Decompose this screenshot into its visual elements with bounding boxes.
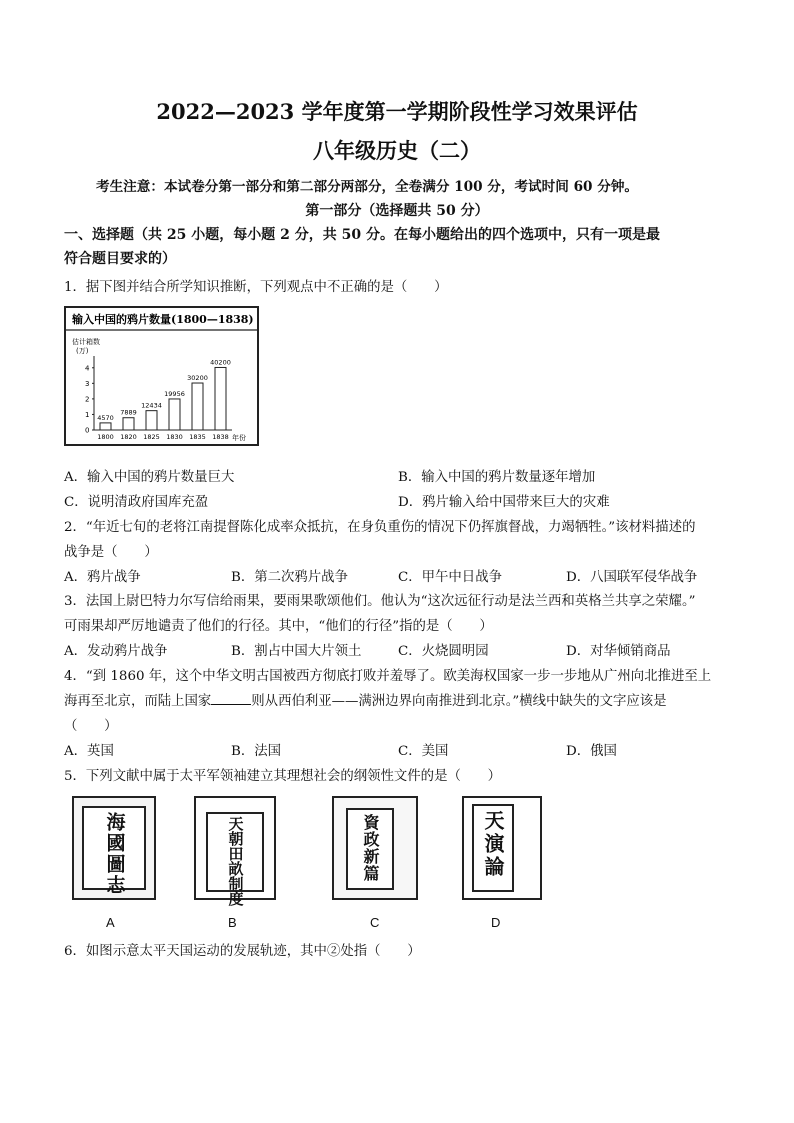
q3-option-b[interactable]: B．割占中国大片领土 xyxy=(231,644,362,659)
chart-ytick-label-2: 2 xyxy=(85,395,90,404)
chart-bar-1825 xyxy=(146,411,157,430)
chart-bar-1835 xyxy=(192,383,203,430)
book-b-title-text: 天朝田畝制度 xyxy=(226,816,245,906)
book-label-a: A xyxy=(106,915,115,930)
chart-value-label-1835: 30200 xyxy=(187,374,208,383)
chart-svg xyxy=(66,308,257,444)
chart-category-label-1820: 1820 xyxy=(120,433,137,441)
book-cover-d[interactable] xyxy=(462,796,542,900)
book-c-title-text: 資政新篇 xyxy=(361,814,380,882)
chart-bar-1820 xyxy=(123,418,134,430)
chart-ytick-label-0: 0 xyxy=(85,426,90,435)
book-c-title xyxy=(344,814,396,885)
chart-xunit: 年份 xyxy=(232,434,246,442)
q4-fill-blank xyxy=(211,692,251,705)
book-d-title-text: 天演論 xyxy=(481,810,505,879)
q4-option-a[interactable]: A．英国 xyxy=(64,744,114,759)
section-heading-line2: 符合题目要求的） xyxy=(64,251,176,267)
chart-ytick-label-4: 4 xyxy=(85,364,90,373)
exam-subtitle: 八年级历史（二） xyxy=(313,138,481,163)
part-heading: 第一部分（选择题共 50 分） xyxy=(305,203,489,219)
chart-category-label-1825: 1825 xyxy=(143,433,160,441)
q1-stem: 1．据下图并结合所学知识推断，下列观点中不正确的是（ ） xyxy=(64,280,448,295)
book-cover-b[interactable] xyxy=(194,796,276,906)
chart-ytick-label-3: 3 xyxy=(85,379,90,388)
chart-value-label-1825: 12434 xyxy=(141,401,162,410)
chart-category-label-1835: 1835 xyxy=(189,433,206,441)
q1-option-a[interactable]: A．输入中国的鸦片数量巨大 xyxy=(64,470,235,485)
book-d-title xyxy=(470,810,516,882)
chart-yunit: (万) xyxy=(76,347,89,355)
q2-option-b[interactable]: B．第二次鸦片战争 xyxy=(231,570,348,585)
q1-option-b[interactable]: B．输入中国的鸦片数量逐年增加 xyxy=(398,470,596,485)
book-a-title xyxy=(74,812,154,900)
book-label-d: D xyxy=(491,915,501,930)
chart-bar-1800 xyxy=(100,423,111,430)
q2-stem-line2: 战争是（ ） xyxy=(64,545,158,560)
chart-category-label-1838: 1838 xyxy=(212,433,229,441)
chart-value-label-1800: 4570 xyxy=(97,413,114,422)
chart-ylabel: 估计箱数 xyxy=(72,338,100,346)
q4-stem-line2 xyxy=(64,690,667,709)
book-cover-a[interactable] xyxy=(72,796,156,900)
chart-value-label-1820: 7889 xyxy=(120,408,137,417)
book-label-b: B xyxy=(228,915,237,930)
opium-import-chart xyxy=(64,306,259,446)
q4-stem-line3: （ ） xyxy=(64,719,118,734)
q1-option-c[interactable]: C．说明清政府国库充盈 xyxy=(64,495,209,510)
q2-option-a[interactable]: A．鸦片战争 xyxy=(64,570,141,585)
q6-stem: 6．如图示意太平天国运动的发展轨迹，其中②处指（ ） xyxy=(64,944,421,959)
q3-option-a[interactable]: A．发动鸦片战争 xyxy=(64,644,168,659)
q3-option-d[interactable]: D．对华倾销商品 xyxy=(566,644,671,659)
q4-stem-line2-a: 海再至北京，而陆上国家 xyxy=(64,694,212,709)
exam-notice: 考生注意：本试卷分第一部分和第二部分两部分，全卷满分 100 分，考试时间 60 分钟。 xyxy=(96,179,639,195)
chart-value-label-1830: 19956 xyxy=(164,389,185,398)
q1-option-d[interactable]: D．鸦片输入给中国带来巨大的灾难 xyxy=(398,495,610,510)
chart-title: 输入中国的鸦片数量(1800—1838) xyxy=(72,313,254,326)
chart-category-label-1830: 1830 xyxy=(166,433,183,441)
q4-option-c[interactable]: C．美国 xyxy=(398,744,449,759)
section-heading-line1: 一、选择题（共 25 小题，每小题 2 分，共 50 分。在每小题给出的四个选项中，只有一项是最 xyxy=(64,227,660,243)
chart-category-label-1800: 1800 xyxy=(97,433,114,441)
q4-option-d[interactable]: D．俄国 xyxy=(566,744,617,759)
exam-title: 2022—2023 学年度第一学期阶段性学习效果评估 xyxy=(156,99,638,124)
q3-stem-line2: 可雨果却严厉地谴责了他们的行径。其中，“他们的行径”指的是（ ） xyxy=(64,619,493,634)
q3-stem-line1: 3．法国上尉巴特力尔写信给雨果，要雨果歌颂他们。他认为“这次远征行动是法兰西和英格兰共享之荣耀。” xyxy=(64,594,696,609)
q2-option-c[interactable]: C．甲午中日战争 xyxy=(398,570,502,585)
book-label-c: C xyxy=(370,915,380,930)
q2-stem-line1: 2．“年近七旬的老将江南提督陈化成率众抵抗，在身负重伤的情况下仍挥旗督战，力竭牺牲。”该材料描述的 xyxy=(64,520,696,535)
book-b-title xyxy=(196,816,274,909)
q4-option-b[interactable]: B．法国 xyxy=(231,744,282,759)
q4-stem-line1: 4．“到 1860 年，这个中华文明古国被西方彻底打败并羞辱了。欧美海权国家一步一步地从广州向北推进至上 xyxy=(64,669,712,684)
book-cover-c[interactable] xyxy=(332,796,418,900)
book-a-title-text: 海國圖志 xyxy=(103,812,126,896)
chart-ytick-label-1: 1 xyxy=(85,410,90,419)
q2-option-d[interactable]: D．八国联军侵华战争 xyxy=(566,570,698,585)
q3-option-c[interactable]: C．火烧圆明园 xyxy=(398,644,489,659)
chart-bar-1838 xyxy=(215,367,226,430)
q5-stem: 5．下列文献中属于太平军领袖建立其理想社会的纲领性文件的是（ ） xyxy=(64,769,502,784)
q4-stem-line2-b: 则从西伯利亚——满洲边界向南推进到北京。”横线中缺失的文字应该是 xyxy=(251,694,667,709)
chart-value-label-1838: 40200 xyxy=(210,358,231,367)
chart-bar-1830 xyxy=(169,399,180,430)
